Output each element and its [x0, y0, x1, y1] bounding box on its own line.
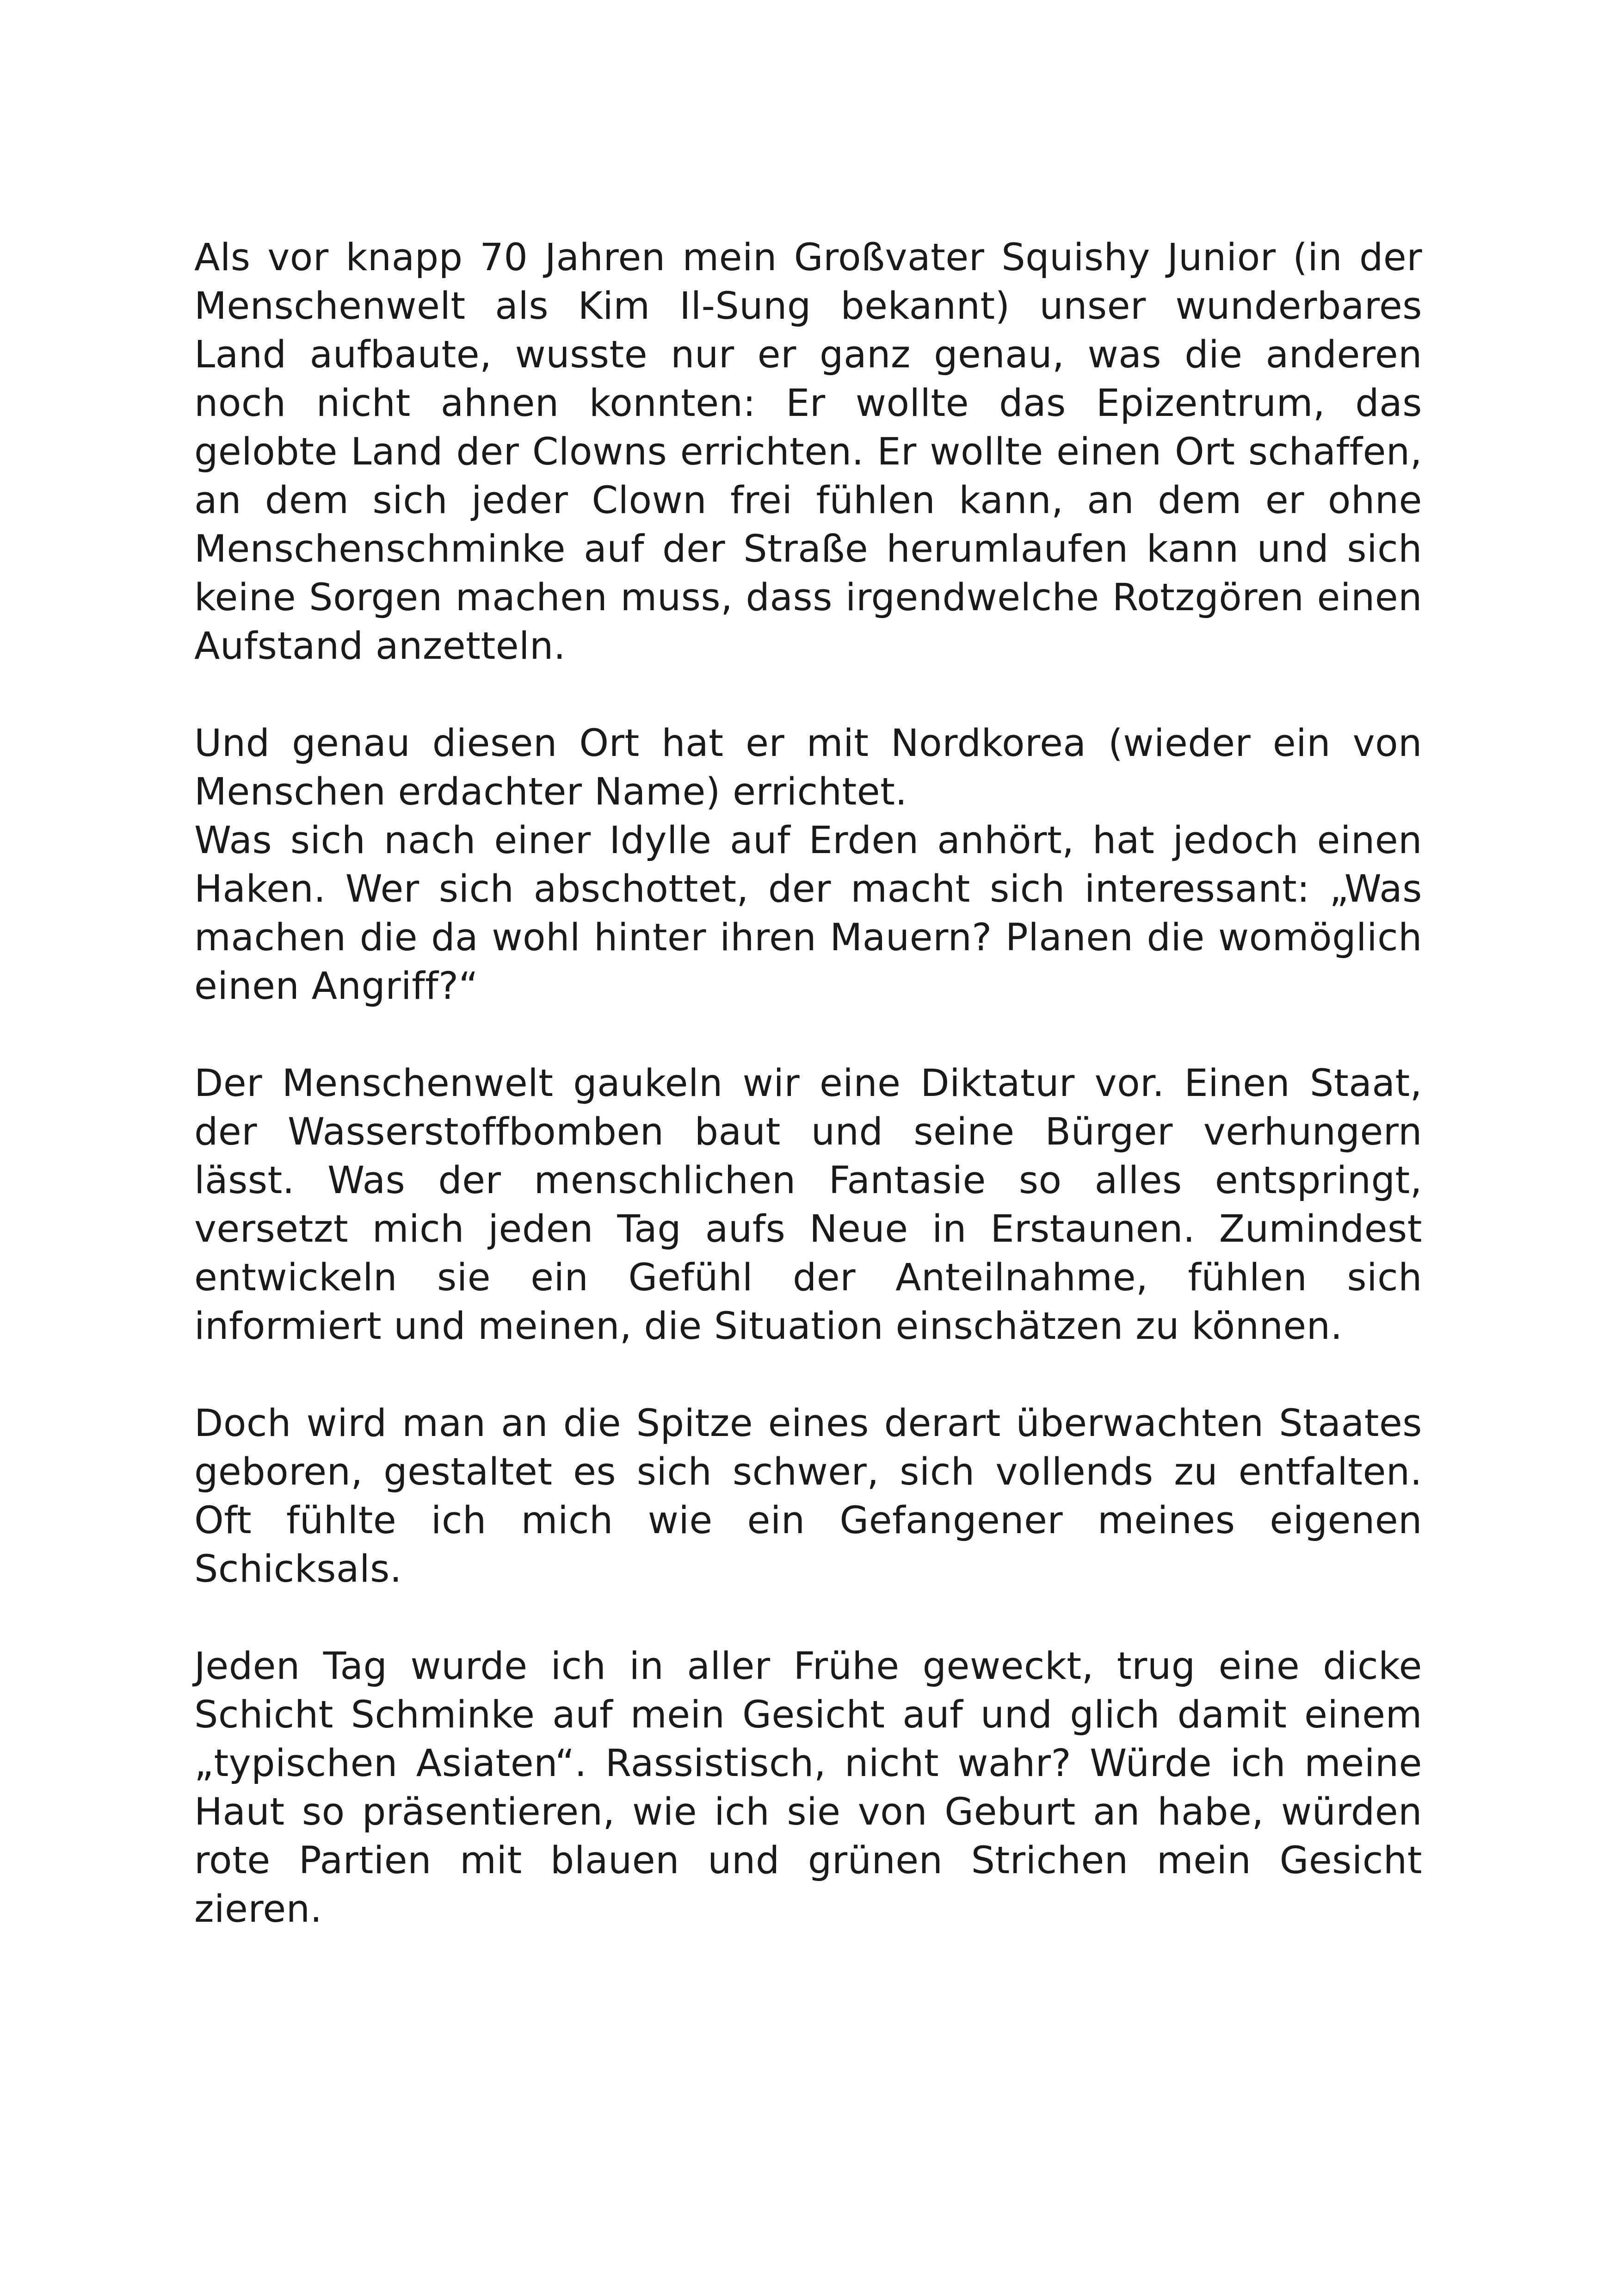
paragraph-6: Jeden Tag wurde ich in aller Frühe geweckt, trug eine dicke Schicht Schminke auf mein Gesicht auf und glich damit einem „typischen Asiaten“. Rassistisch, nicht wahr? Würde ich meine Haut so präsentieren, wie ich sie von Geburt an habe, würden rote Partien mit blauen und grünen Strichen mein Gesicht zieren.: [194, 1645, 1422, 1931]
paragraph-2: Und genau diesen Ort hat er mit Nordkorea (wieder ein von Menschen erdachter Name) errichtet.: [194, 722, 1422, 814]
paragraph-1: Als vor knapp 70 Jahren mein Großvater Squishy Junior (in der Menschenwelt als Kim Il-Sung bekannt) unser wunderbares Land aufbaute, wusste nur er ganz genau, was die anderen noch nicht ahnen konnten: Er wollte das Epizentrum, das gelobte Land der Clowns errichten. Er wollte einen Ort schaffen, an dem sich jeder Clown frei fühlen kann, an dem er ohne Menschenschminke auf der Straße herumlaufen kann und sich keine Sorgen machen muss, dass irgendwelche Rotzgören einen Aufstand anzetteln.: [194, 236, 1422, 668]
paragraph-3: Was sich nach einer Idylle auf Erden anhört, hat jedoch einen Haken. Wer sich abschottet, der macht sich interessant: „Was machen die da wohl hinter ihren Mauern? Planen die womöglich einen Angriff?“: [194, 819, 1422, 1008]
paragraph-5: Doch wird man an die Spitze eines derart überwachten Staates geboren, gestaltet es sich schwer, sich vollends zu entfalten. Oft fühlte ich mich wie ein Gefangener meines eigenen Schicksals.: [194, 1402, 1422, 1591]
paragraph-4: Der Menschenwelt gaukeln wir eine Diktatur vor. Einen Staat, der Wasserstoffbomben baut und seine Bürger verhungern lässt. Was der menschlichen Fantasie so alles entspringt, versetzt mich jeden Tag aufs Neue in Erstaunen. Zumindest entwickeln sie ein Gefühl der Anteilnahme, fühlen sich informiert und meinen, die Situation einschätzen zu können.: [194, 1062, 1422, 1348]
document-body: [194, 234, 1422, 1982]
